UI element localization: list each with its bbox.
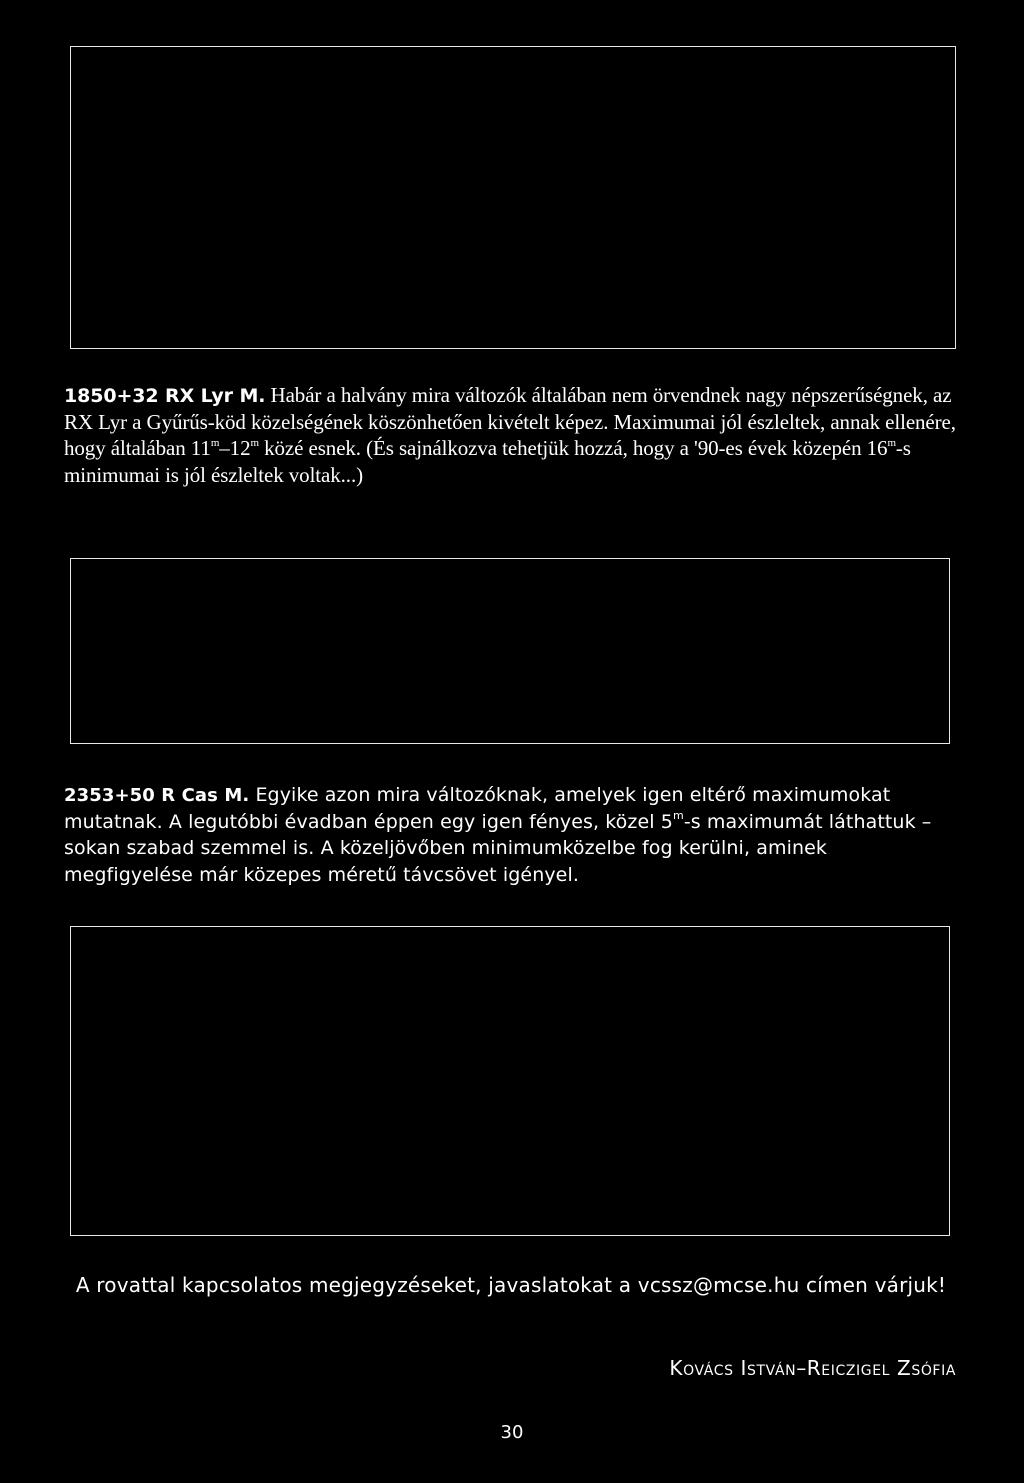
magnitude-superscript: m (887, 437, 896, 450)
entry-text-part: Egyike azon mira változóknak, amelyek igen eltérő maximumokat mutatnak. A legutóbbi évadban éppen egy igen fényes, közel 5 (64, 784, 891, 834)
light-curve-frame-rx-lyr (70, 46, 956, 349)
entry-text-part: -s maximumát láthattuk – sokan szabad szemmel is. A közeljövőben minimumközelbe fog kerülni, aminek megfigyelése már közepes méretű távcsövet igényel. (64, 811, 932, 886)
light-curve-frame-3 (70, 926, 950, 1236)
magnitude-superscript: m (250, 437, 259, 450)
authors: Kovács István–Reiczigel Zsófia (669, 1356, 956, 1380)
entry-text-part: Habár a halvány mira változók általában nem örvendnek nagy népszerűségnek, az RX Lyr a Gyűrűs-köd közelségének köszönhetően kivételt képez. Maximumai jól észleltek, annak ellenére, hogy általában 11 (64, 383, 956, 461)
page-number: 30 (500, 1422, 524, 1443)
entry-text-part: –12 (219, 436, 251, 461)
entry-r-cas (64, 782, 958, 888)
star-id-r-cas: 2353+50 R Cas M. (64, 785, 250, 806)
entry-text-part: közé esnek. (És sajnálkozva tehetjük hozzá, hogy a '90-es évek közepén 16 (258, 436, 888, 461)
entry-rx-lyr (64, 382, 958, 488)
footer-note: A rovattal kapcsolatos megjegyzéseket, javaslatokat a vcssz@mcse.hu címen várjuk! (75, 1273, 947, 1297)
magnitude-superscript: m (672, 809, 684, 823)
star-id-rx-lyr: 1850+32 RX Lyr M. (64, 385, 266, 407)
light-curve-frame-r-cas (70, 558, 950, 744)
entry-text-part: -s minimumai is jól észleltek voltak...) (64, 436, 911, 487)
magnitude-superscript: m (210, 437, 220, 450)
